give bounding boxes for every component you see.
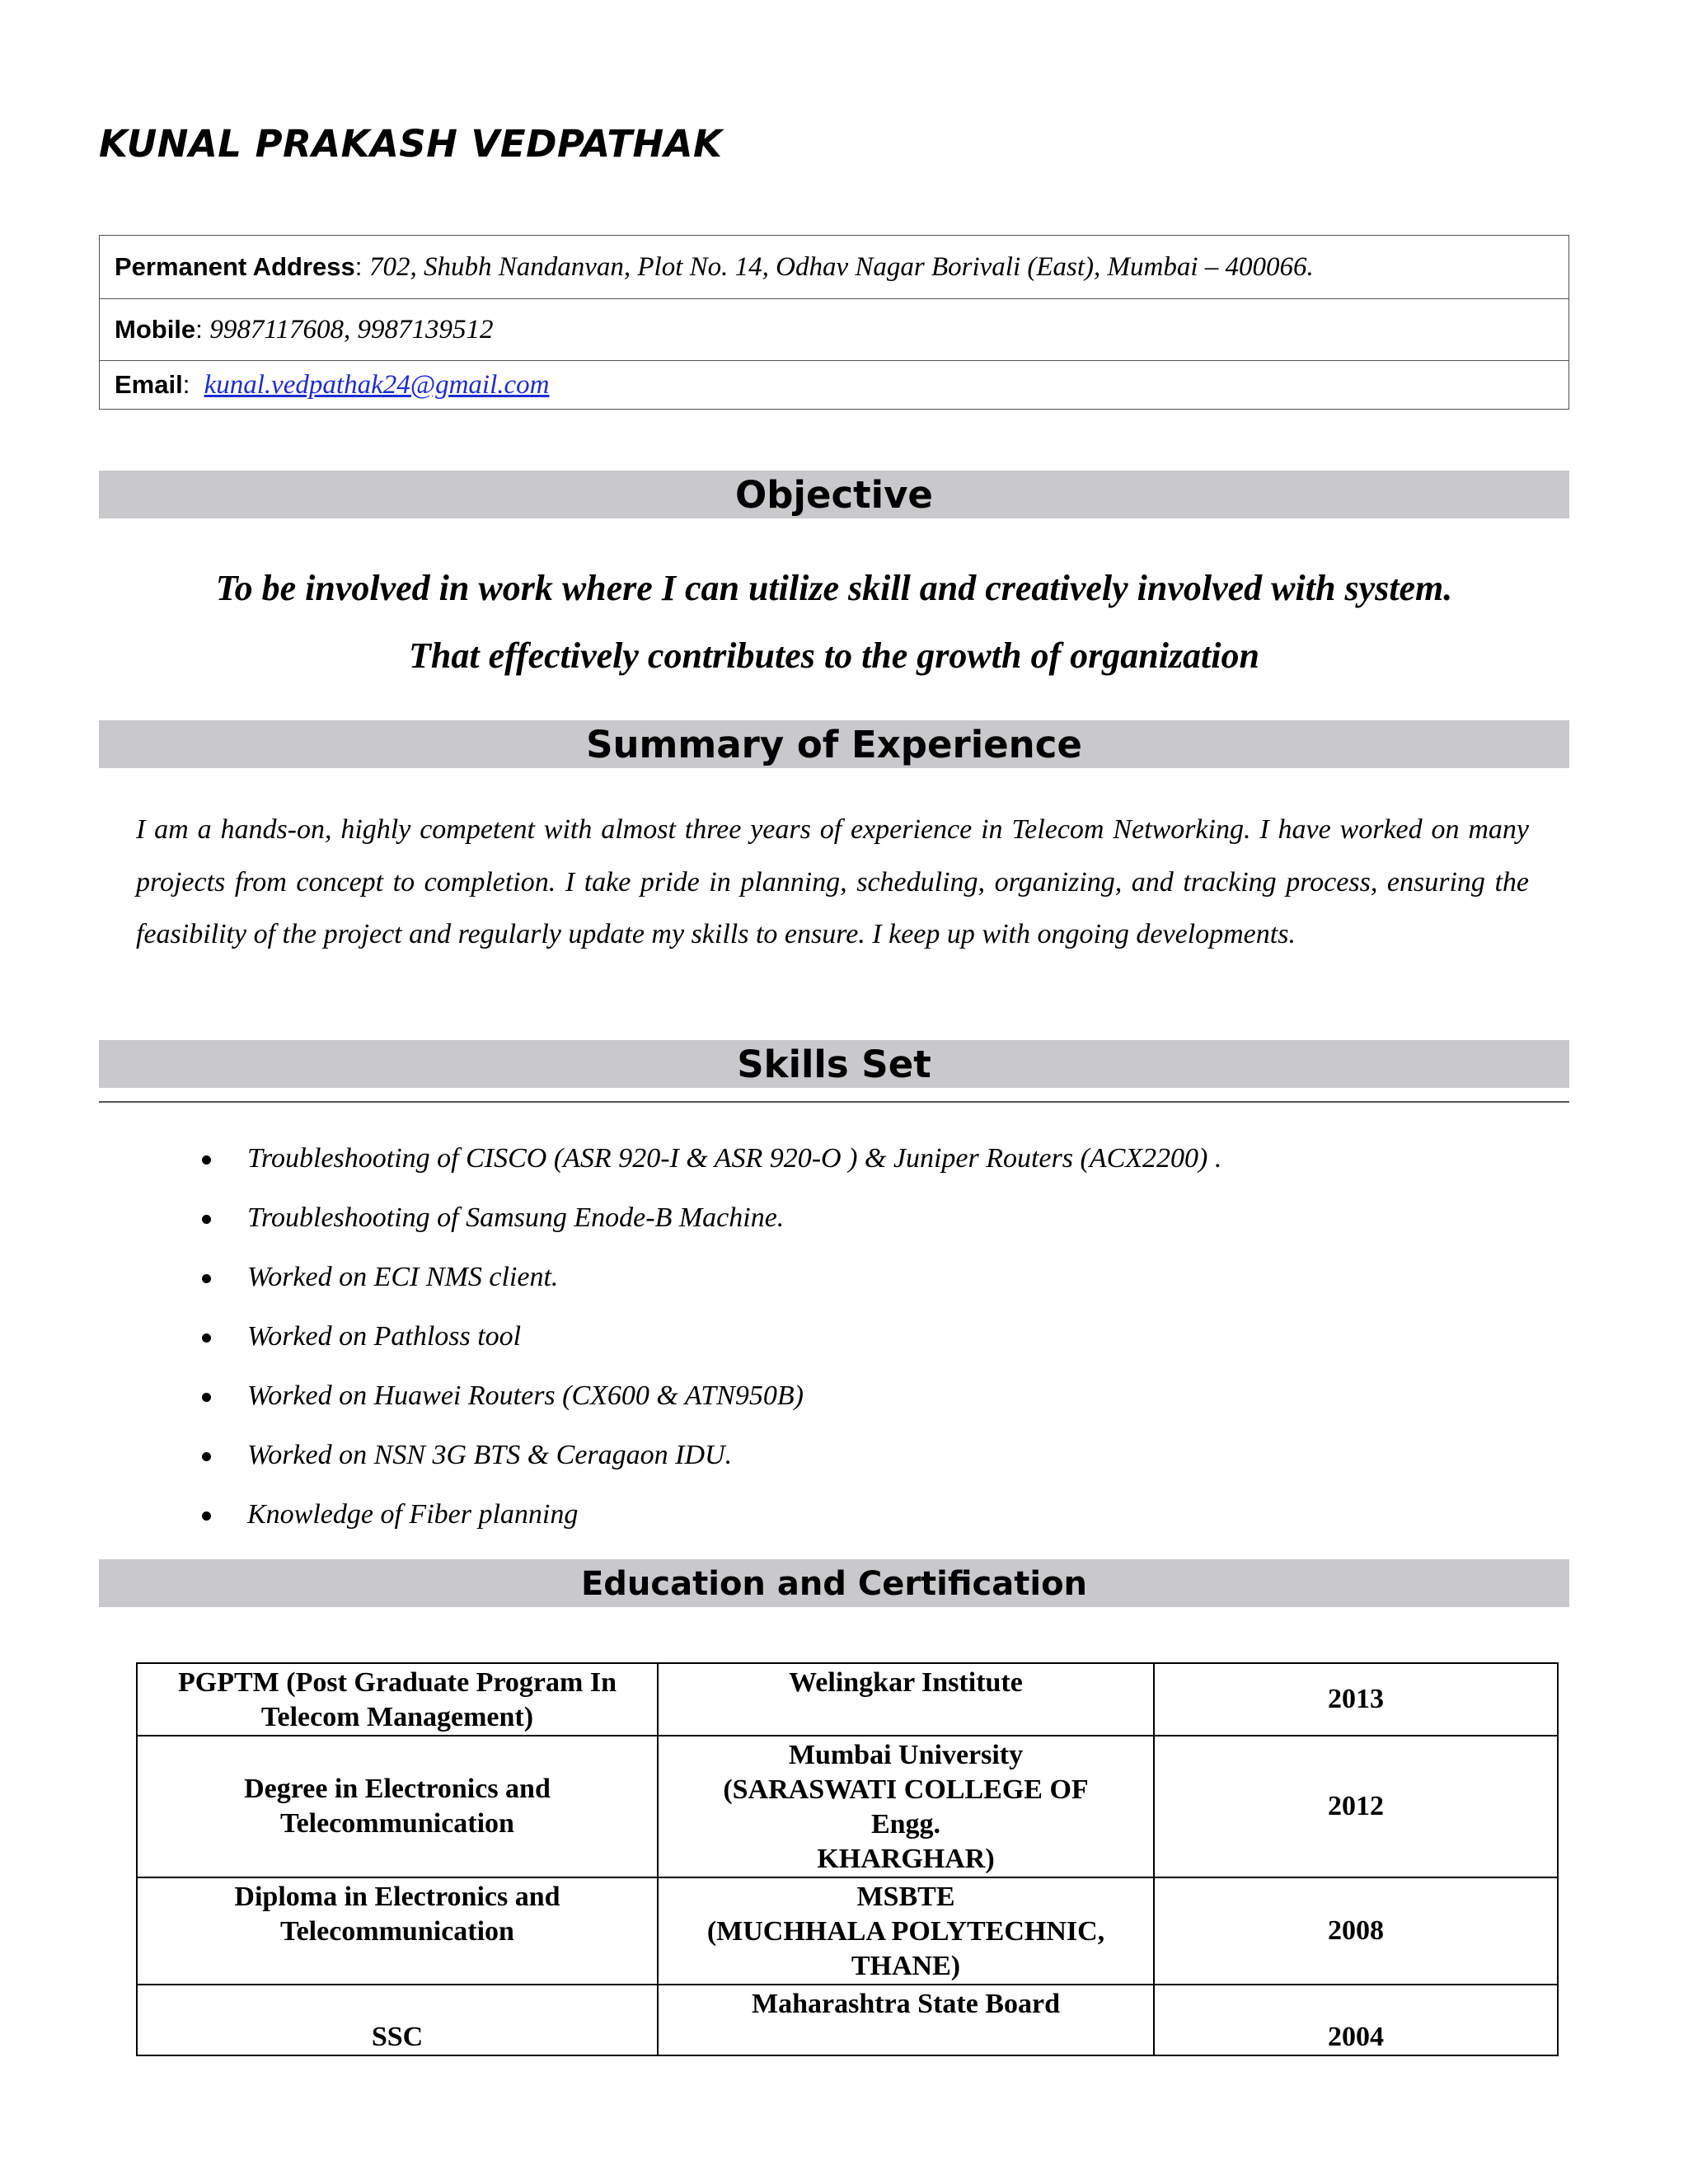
education-heading: Education and Certification [99, 1559, 1569, 1607]
table-row [137, 1663, 1558, 1736]
course-cell: Degree in Electronics and Telecommunication [137, 1736, 658, 1877]
mobile-value: 9987117608, 9987139512 [209, 314, 494, 344]
skill-item: Knowledge of Fiber planning [247, 1485, 1221, 1544]
course-cell: PGPTM (Post Graduate Program In Telecom Management) [137, 1663, 658, 1736]
objective-heading: Objective [99, 471, 1569, 518]
skill-item: Worked on Huawei Routers (CX600 & ATN950B) [247, 1366, 1221, 1426]
summary-heading: Summary of Experience [99, 720, 1569, 768]
objective-line-1: To be involved in work where I can utilize skill and creatively involved with system. [215, 568, 1453, 608]
institute-cell: MSBTE (MUCHHALA POLYTECHNIC, THANE) [658, 1877, 1154, 1985]
skill-item: Worked on Pathloss tool [247, 1307, 1221, 1366]
course-cell: Diploma in Electronics and Telecommunication [137, 1877, 658, 1985]
skill-item: Troubleshooting of Samsung Enode-B Machine. [247, 1188, 1221, 1248]
year-cell: 2004 [1154, 1985, 1558, 2055]
table-row [137, 1736, 1558, 1877]
education-table [136, 1662, 1559, 2056]
year-cell: 2012 [1154, 1736, 1558, 1877]
summary-text: I am a hands-on, highly competent with almost three years of experience in Telecom Networking. I have worked on many projects from concept to completion. I take pride in planning, scheduling, organizing, and tracking process, ensuring the feasibility of the project and regularly update my skills to ensure. I keep up with ongoing developments. [136, 814, 1529, 949]
skills-divider [99, 1101, 1569, 1103]
year-cell: 2008 [1154, 1877, 1558, 1985]
skills-heading: Skills Set [99, 1040, 1569, 1088]
mobile-label: Mobile [115, 314, 196, 344]
candidate-name: KUNAL PRAKASH VEDPATHAK [99, 122, 723, 166]
institute-cell: Welingkar Institute [658, 1663, 1154, 1736]
objective-text [99, 555, 1569, 690]
contact-table [99, 235, 1569, 410]
skills-list [247, 1129, 1221, 1544]
objective-line-2: That effectively contributes to the growth of organization [409, 635, 1259, 676]
year-cell: 2013 [1154, 1663, 1558, 1736]
email-link[interactable]: kunal.vedpathak24@gmail.com [204, 369, 550, 400]
skill-item: Worked on ECI NMS client. [247, 1248, 1221, 1307]
institute-cell: Mumbai University (SARASWATI COLLEGE OF Engg. KHARGHAR) [658, 1736, 1154, 1877]
table-row [137, 1985, 1558, 2055]
address-row: Permanent Address: 702, Shubh Nandanvan, Plot No. 14, Odhav Nagar Borivali (East), Mumbai – 400066. [100, 236, 1569, 299]
table-row [137, 1877, 1558, 1985]
mobile-row: Mobile: 9987117608, 9987139512 [100, 299, 1569, 361]
course-cell: SSC [137, 1985, 658, 2055]
institute-cell: Maharashtra State Board [658, 1985, 1154, 2055]
skill-item: Worked on NSN 3G BTS & Ceragaon IDU. [247, 1426, 1221, 1485]
email-label: Email [115, 369, 183, 399]
address-value: 702, Shubh Nandanvan, Plot No. 14, Odhav Nagar Borivali (East), Mumbai – 400066. [368, 251, 1314, 282]
email-row: Email: kunal.vedpathak24@gmail.com [100, 361, 1569, 410]
skill-item: Troubleshooting of CISCO (ASR 920-I & ASR 920-O ) & Juniper Routers (ACX2200) . [247, 1129, 1221, 1188]
address-label: Permanent Address [115, 251, 355, 281]
